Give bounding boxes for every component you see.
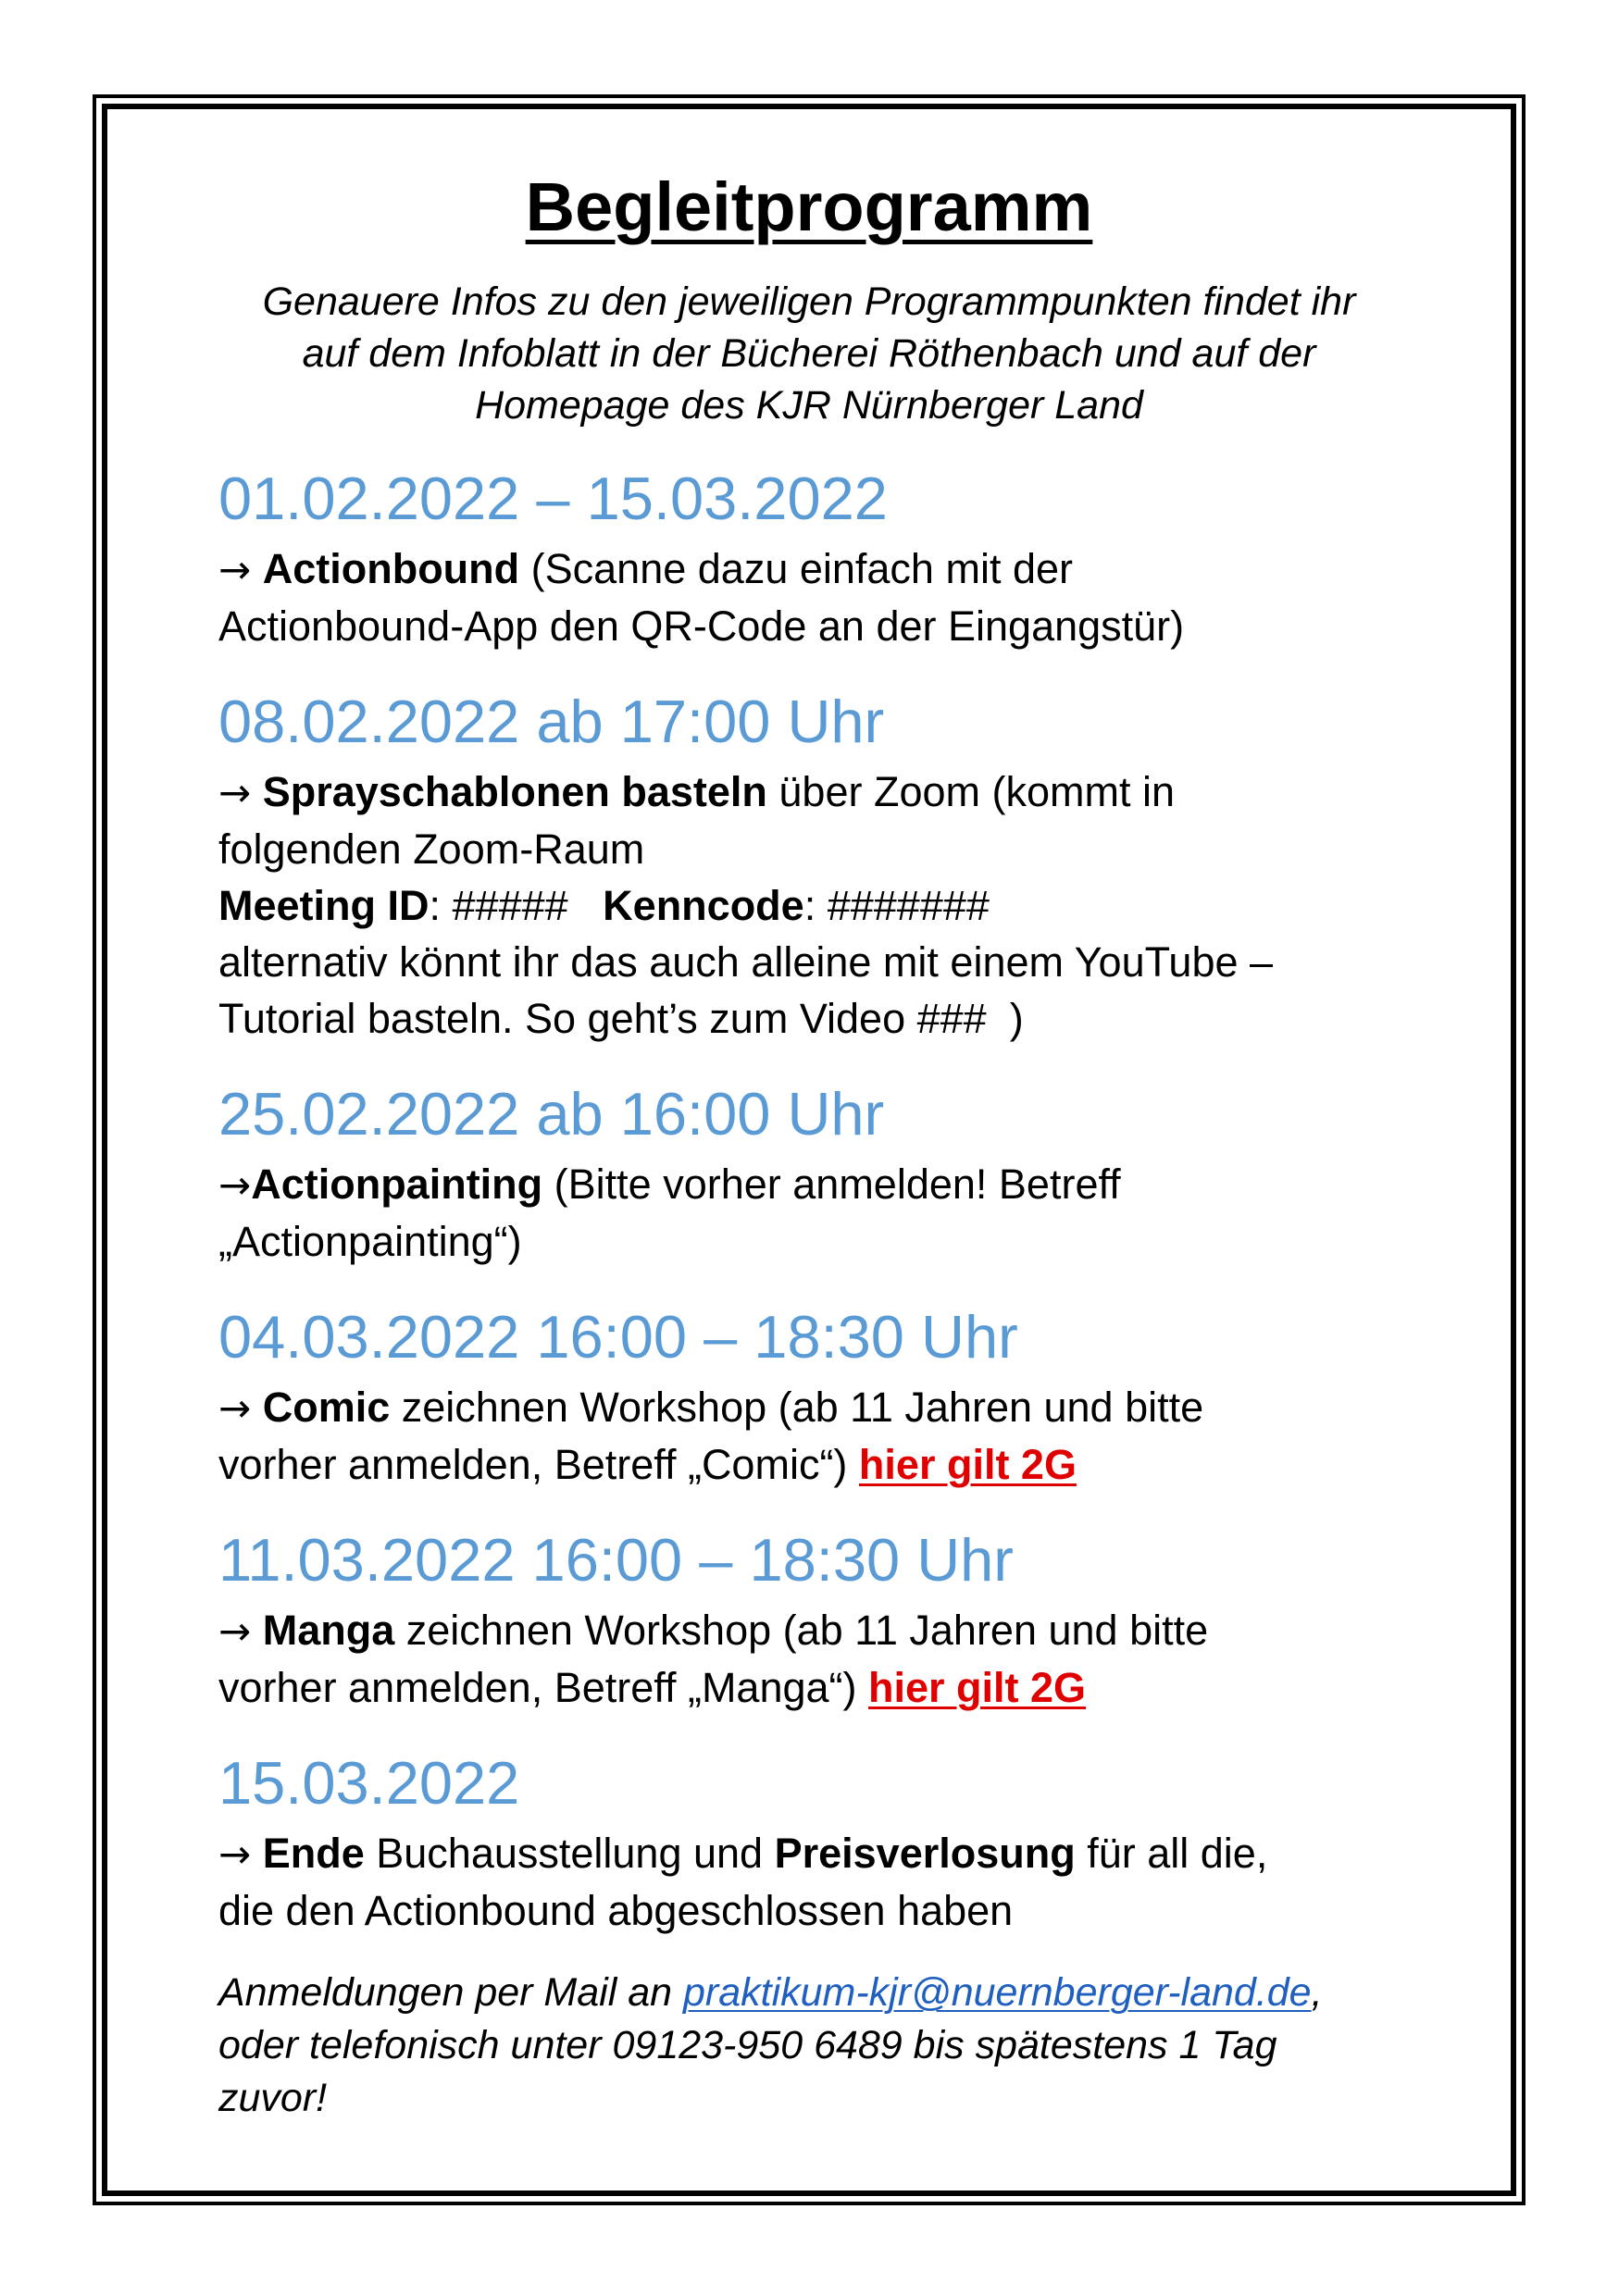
event-description: → Comic zeichnen Workshop (ab 11 Jahren und bitte vorher anmelden, Betreff „Comic“) hier gilt 2G xyxy=(218,1384,1204,1488)
document-content xyxy=(218,155,1422,2125)
event-date: 25.02.2022 ab 16:00 Uhr xyxy=(218,1080,885,1148)
event-ende xyxy=(218,1745,1422,1939)
arrow-icon: → xyxy=(218,1385,252,1431)
event-description: → Actionbound (Scanne dazu einfach mit der Actionbound-App den QR-Code an der Eingangstür) xyxy=(218,545,1185,650)
event-actionpainting xyxy=(218,1076,1422,1270)
email-link[interactable]: praktikum-kjr@nuernberger-land.de xyxy=(682,1970,1312,2015)
2g-alert: hier gilt 2G xyxy=(868,1664,1087,1711)
registration-note: Anmeldungen per Mail an praktikum-kjr@nuernberger-land.de, oder telefonisch unter 09123-950 6489 bis spätestens 1 Tag zuvor! xyxy=(218,1970,1323,2120)
event-date: 04.03.2022 16:00 – 18:30 Uhr xyxy=(218,1303,1018,1371)
arrow-icon: → xyxy=(218,1831,252,1877)
intro-text: Genauere Infos zu den jeweiligen Programmpunkten findet ihr auf dem Infoblatt in der Bücherei Röthenbach und auf der Homepage des KJR Nürnberger Land xyxy=(262,279,1356,428)
event-description: →Actionpainting (Bitte vorher anmelden! Betreff „Actionpainting“) xyxy=(218,1160,1121,1265)
event-description: → Ende Buchausstellung und Preisverlosung für all die, die den Actionbound abgeschlossen haben xyxy=(218,1830,1268,1934)
event-manga xyxy=(218,1522,1422,1716)
arrow-icon: → xyxy=(218,1608,252,1654)
event-actionbound xyxy=(218,461,1422,654)
arrow-icon: → xyxy=(218,770,252,815)
event-date: 11.03.2022 16:00 – 18:30 Uhr xyxy=(218,1526,1014,1594)
zoom-credentials: Meeting ID: ##### Kenncode: ####### xyxy=(218,882,990,929)
event-date: 15.03.2022 xyxy=(218,1749,520,1817)
page-title: Begleitprogramm xyxy=(525,168,1093,245)
event-sprayschablonen xyxy=(218,684,1422,1047)
arrow-icon: → xyxy=(218,1162,252,1208)
event-description: → Manga zeichnen Workshop (ab 11 Jahren und bitte vorher anmelden, Betreff „Manga“) hier gilt 2G xyxy=(218,1607,1209,1711)
event-date: 01.02.2022 – 15.03.2022 xyxy=(218,465,888,532)
event-description: → Sprayschablonen basteln über Zoom (kommt in folgenden Zoom-Raum Meeting ID: ##### Kenncode: ####### alternativ könnt ihr das auch alleine mit einem YouTube – Tutorial basteln. So geht’s zum Video ### ) xyxy=(218,763,1422,1047)
event-comic xyxy=(218,1299,1422,1493)
event-date: 08.02.2022 ab 17:00 Uhr xyxy=(218,688,885,755)
arrow-icon: → xyxy=(218,547,252,592)
2g-alert: hier gilt 2G xyxy=(858,1441,1077,1488)
